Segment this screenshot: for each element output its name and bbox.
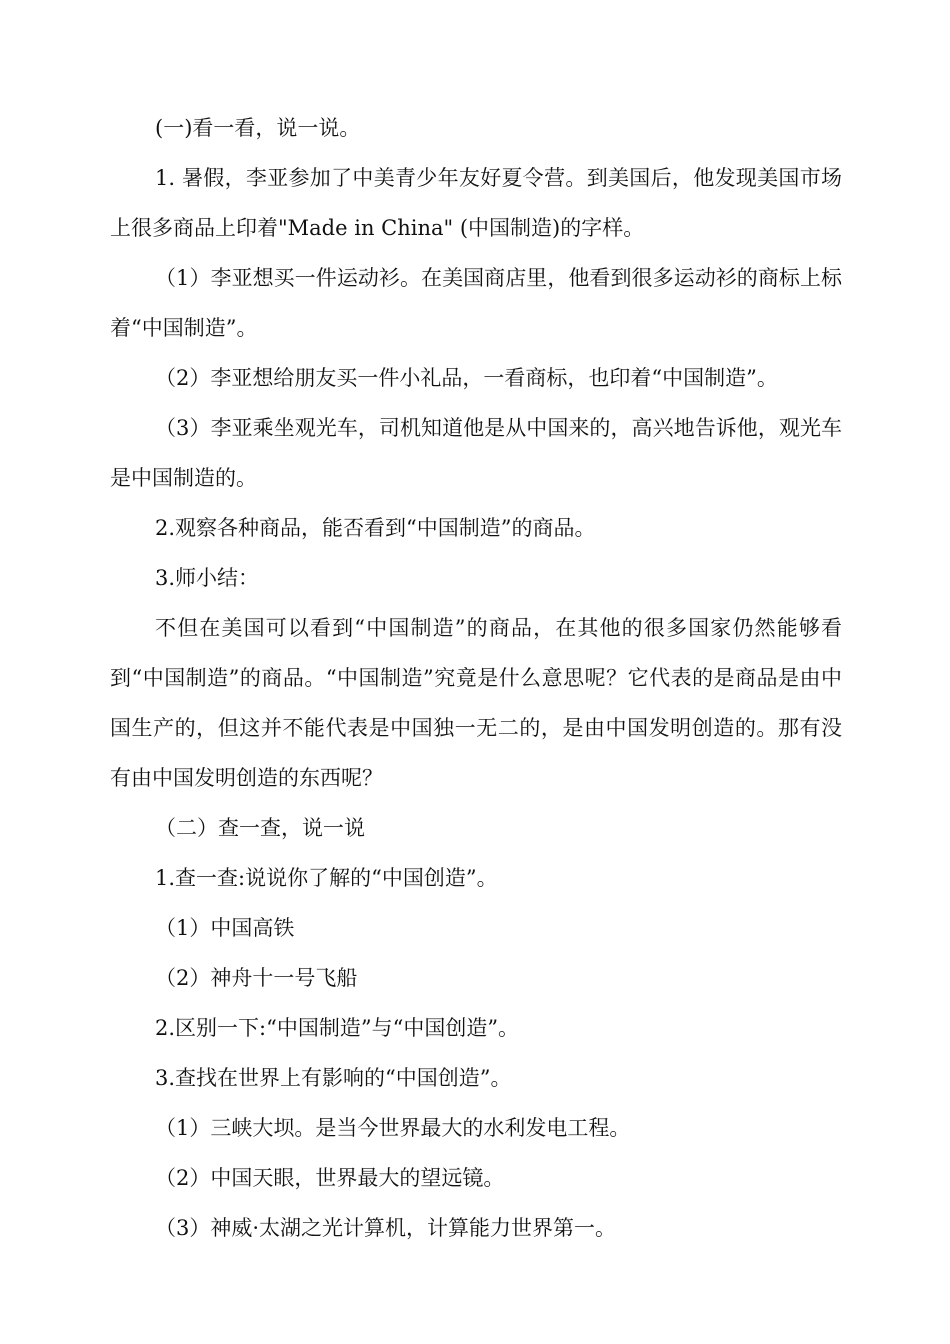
paragraph-teacher-summary-label: 3.师小结： [155, 566, 260, 590]
paragraph-summer-camp: 1. 暑假，李亚参加了中美青少年友好夏令营。到美国后，他发现美国市场上很多商品上印着"Made in China" (中国制造)的字样。 [110, 166, 842, 240]
list-item-sunway-taihulight: （3）神威·太湖之光计算机，计算能力世界第一。 [155, 1216, 617, 1240]
document-body [110, 103, 842, 1253]
paragraph-china-creation: 1.查一查:说说你了解的“中国创造”。 [155, 866, 498, 890]
list-item-three-gorges-dam: （1）三峡大坝。是当今世界最大的水利发电工程。 [155, 1116, 631, 1140]
paragraph-gift: （2）李亚想给朋友买一件小礼品，一看商标，也印着“中国制造”。 [155, 366, 778, 390]
paragraph-world-influence: 3.查找在世界上有影响的“中国创造”。 [155, 1066, 512, 1090]
section-heading-check-and-say: （二）查一查，说一说 [155, 816, 365, 840]
list-item-shenzhou-11: （2）神舟十一号飞船 [155, 966, 358, 990]
paragraph-sightseeing-bus: （3）李亚乘坐观光车，司机知道他是从中国来的，高兴地告诉他，观光车是中国制造的。 [110, 416, 842, 490]
list-item-fast-telescope: （2）中国天眼，世界最大的望远镜。 [155, 1166, 505, 1190]
paragraph-distinguish: 2.区别一下:“中国制造”与“中国创造”。 [155, 1016, 520, 1040]
list-item-high-speed-rail: （1）中国高铁 [155, 916, 295, 940]
paragraph-observe-goods: 2.观察各种商品，能否看到“中国制造”的商品。 [155, 516, 596, 540]
section-heading-look-and-say: (一)看一看，说一说。 [155, 116, 361, 140]
paragraph-sportswear: （1）李亚想买一件运动衫。在美国商店里，他看到很多运动衫的商标上标着“中国制造”。 [110, 266, 842, 340]
paragraph-teacher-summary: 不但在美国可以看到“中国制造”的商品，在其他的很多国家仍然能够看到“中国制造”的商品。“中国制造”究竟是什么意思呢？它代表的是商品是由中国生产的，但这并不能代表是中国独一无二的，是由中国发明创造的。那有没有由中国发明创造的东西呢？ [110, 616, 842, 790]
